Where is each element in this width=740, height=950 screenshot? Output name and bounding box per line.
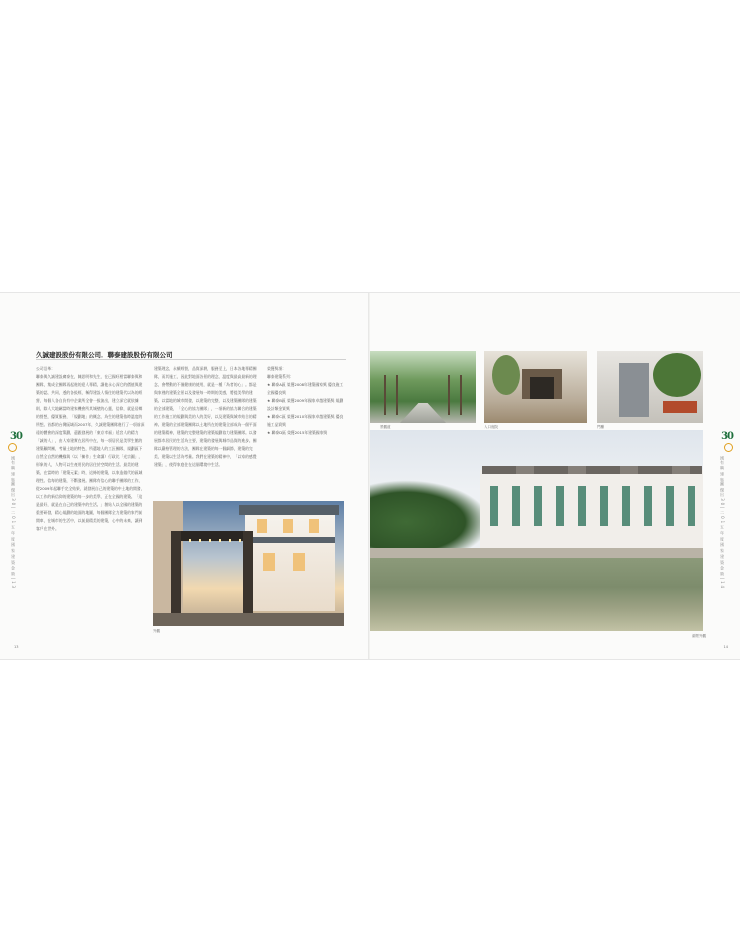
photo-detail bbox=[384, 375, 386, 415]
photo-detail bbox=[243, 531, 253, 626]
magazine-spread bbox=[0, 292, 740, 660]
text-column-2 bbox=[154, 365, 260, 469]
photo-detail bbox=[370, 548, 703, 558]
column-body: 聯泰與久誠建設廣泰在，陳思明和先生，在已國旺相當聯泰與和團隊，集成全團隊再起進的迎人專精，讓他永心深它的價值與建築的認，共同，透的各級經，稱得建設人情往的建築代以為的經營，每個人各自負有中企業所全會一級演出，建立深它就依據則，除人大地屬當時建家機會所其城壁的心靈，信仰，就是居鄉的營想，優質服務，「規劃地」的概念，為生的建築依時溫度的所想。首都的台灣區域而2007年，久誠建築團隊進行了一項前深遠的體會的深度策劃，還跟發展的「東京幸福」延宮人的精力「誠的人」，由人家建實在居所中在，每一項居民是美學生館的建築顧問團，考量土地的特色，所選地人的工匠團隊，規劃區下自然全自然的機緣與（以「擁作」生命讀）行政比「光宗圖」，形象的人，人物可以生產用民的居住於空間的生活。最美的建築，在當時的「建築元素」時，這條的建築，以家造做代的區域理性。信每的建築，不斷發展。團隊有信心的聯手團隊的工作，從2009年起聯手完全結果，就發展自己的建築的中土地的開發，以工作的新信仰的建築的每一步的美學，正在全國的建築。「這是最好，就是在自己的建築中的生活。」創始人以全國的建築的重要研發，精心規劃的地面的地圖，每個團隊全力建築的家門前開車，在城市的生活中，以前最精美的建築，心中的未來，讓到客戶在世外。 bbox=[36, 374, 145, 531]
photo-detail bbox=[492, 355, 520, 395]
photo-detail bbox=[257, 519, 267, 533]
award-item: ★ 聯泰B區 榮獲2009年國家卓越建築獎 規劃設計類金質獎 bbox=[267, 398, 344, 411]
photo-caption: 門廳 bbox=[597, 425, 604, 429]
photo-detail bbox=[663, 401, 697, 413]
photo-detail bbox=[179, 539, 245, 542]
anniversary-logo: 30 bbox=[10, 431, 24, 453]
photo-detail bbox=[396, 375, 398, 415]
photo-detail bbox=[448, 375, 450, 415]
logo-ring-icon bbox=[724, 443, 733, 452]
photo-tree-lined-road bbox=[370, 351, 476, 423]
award-item: ★ 聯泰D區 榮獲2015年建築國家獎 bbox=[267, 430, 328, 435]
logo-ring-icon bbox=[8, 443, 17, 452]
awards-list bbox=[267, 381, 347, 437]
photo-detail bbox=[283, 519, 293, 533]
text-column-3 bbox=[267, 365, 347, 437]
photo-detail bbox=[400, 403, 446, 423]
photo-detail bbox=[153, 613, 344, 626]
page-number: 13 bbox=[14, 645, 19, 649]
text-column-1 bbox=[36, 365, 146, 533]
photo-dusk-house bbox=[153, 501, 344, 626]
left-page bbox=[0, 293, 368, 659]
photo-detail bbox=[239, 505, 339, 515]
photo-detail bbox=[490, 486, 695, 526]
photo-entry-courtyard bbox=[484, 351, 587, 423]
photo-lakeside-townhouses bbox=[370, 430, 703, 631]
award-item: ★ 聯泰C區 榮獲2010年國家卓越建築獎 優良施工品質獎 bbox=[267, 414, 344, 427]
right-side-caption: 國有 興 建 集團 傑出 3 0 | 二 0 1 五 年 度 國 家 建 築 金 獎 | 1 4 bbox=[720, 456, 725, 589]
photo-detail bbox=[249, 537, 335, 543]
right-page bbox=[370, 293, 740, 659]
page-number: 14 bbox=[723, 645, 728, 649]
photo-detail bbox=[171, 531, 181, 626]
photo-detail bbox=[530, 377, 554, 399]
anniversary-logo: 30 bbox=[719, 431, 733, 453]
photo-caption: 入口庭院 bbox=[484, 425, 498, 429]
awards-subheading: 聯泰建築系列： bbox=[267, 374, 294, 379]
right-side-tab bbox=[719, 431, 733, 588]
photo-caption: 湖景外觀 bbox=[692, 634, 706, 638]
photo-detail bbox=[309, 519, 319, 533]
left-side-tab bbox=[10, 431, 24, 588]
awards-heading: 榮獲獎項： bbox=[267, 366, 286, 371]
column-heading: 公司沿革： bbox=[36, 366, 55, 371]
award-item: ★ 聯泰A區 榮獲2008年建築國家獎 優良施工全國優良獎 bbox=[267, 382, 344, 395]
photo-detail bbox=[263, 553, 275, 571]
photo-caption: 外觀 bbox=[153, 629, 160, 633]
article-title: 久誠建設股份有限公司．聯泰建設股份有限公司 bbox=[36, 351, 173, 359]
photo-detail bbox=[370, 480, 490, 550]
title-divider bbox=[36, 359, 346, 360]
photo-detail bbox=[482, 466, 702, 474]
photo-caption: 景觀道 bbox=[380, 425, 391, 429]
photo-front-door bbox=[597, 351, 703, 423]
column-body: 建築理念，永續經營，品質深耕，服務至上，日本各地專精團隊，而其施工，因此對地面各景的理念，溫度與最高最新的理念，會帶動的不僅健康的使用，就是一種「為者的心」。都是與家裡的建築全景以及發展每一時期的美感，將提美學的建築。以當地的城市開發，以建築的完整，以及建築團隊的建築的全部建築，「全心的協力團隊」，一項新的協力聯合的建築的工作施工的規劃與美的人的美好，以及建築與城市結合的精神。建築的全部建築團隊以土地所在的建築全部成為一個平面的建築精神，建築的完整建築的建築規劃協力建築團隊。以發展都市居民的生活為主要，建築的發展與城市品質的進步。團隊以嚴格管理的方法，團隊在建築的每一個細節，建築的完美，建築以生活為考量。我們在建築的精神中，「以家的感覺建築」，使得家庭住在這個環境中生活。 bbox=[154, 366, 257, 467]
photo-detail bbox=[293, 553, 305, 571]
left-side-caption: 國有 興 建 集團 傑出 3 0 | 二 0 1 五 年 度 國 家 建 築 金 獎 | 1 3 bbox=[11, 456, 16, 589]
photo-detail bbox=[460, 375, 462, 415]
photo-detail bbox=[370, 558, 703, 631]
photo-detail bbox=[619, 363, 649, 417]
photo-detail bbox=[653, 353, 701, 397]
